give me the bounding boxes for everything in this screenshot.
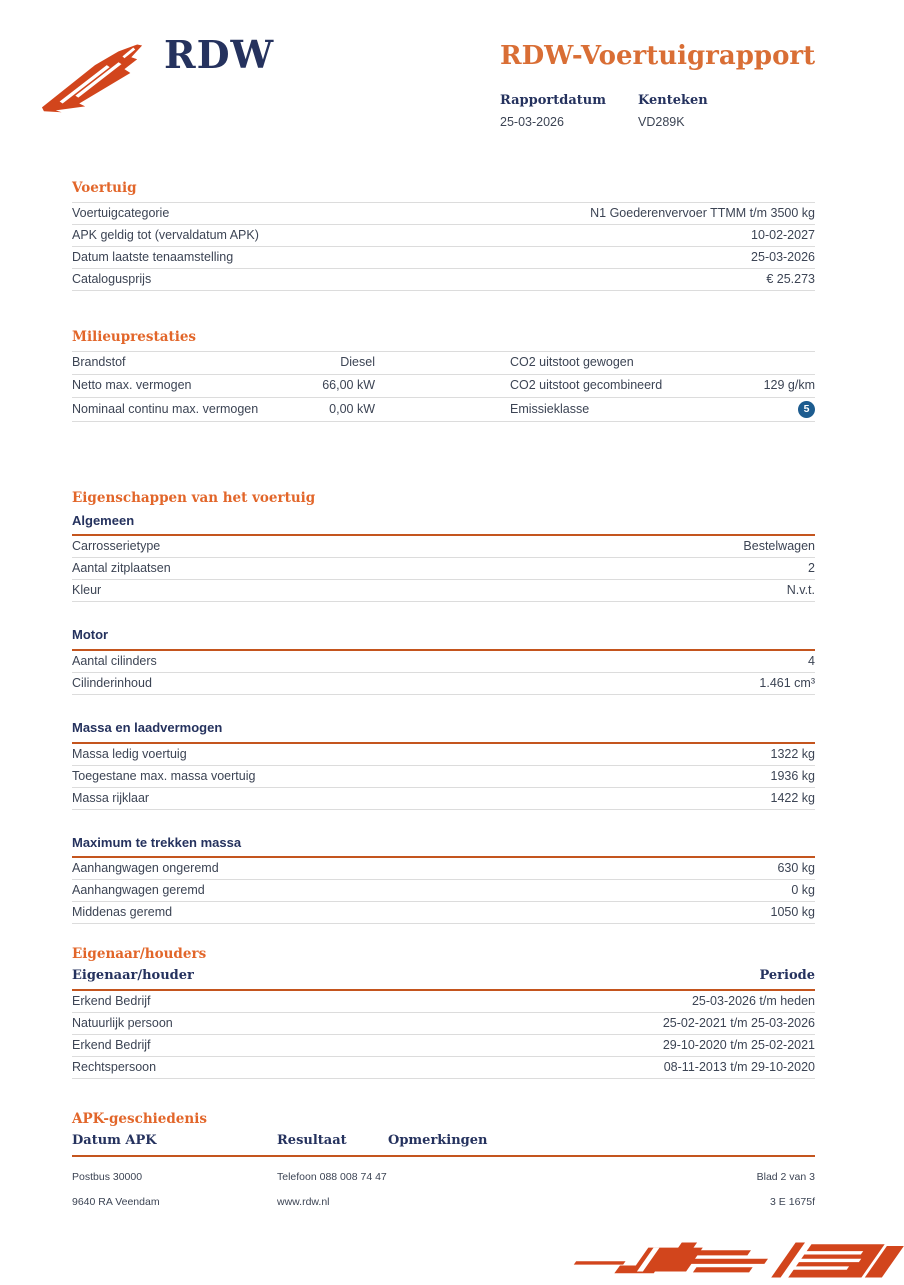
footer-document-code: 3 E 1675f bbox=[770, 1196, 815, 1208]
row-label: Aantal zitplaatsen bbox=[72, 561, 171, 576]
owner-cell: Natuurlijk persoon bbox=[72, 1015, 173, 1030]
report-date-label: Rapportdatum bbox=[500, 92, 606, 108]
row-label: Carrosserietype bbox=[72, 539, 161, 554]
row-label: Massa rijklaar bbox=[72, 790, 150, 805]
table-row bbox=[72, 766, 815, 788]
row-value: 2 bbox=[808, 561, 815, 576]
column-header-date: Datum APK bbox=[72, 1132, 157, 1148]
table-row bbox=[72, 536, 815, 558]
row-label: Middenas geremd bbox=[72, 905, 173, 920]
report-date-value: 25-03-2026 bbox=[500, 114, 564, 129]
row-value: N1 Goederenvervoer TTMM t/m 3500 kg bbox=[590, 205, 815, 220]
table-row bbox=[72, 558, 815, 580]
row-value: 0 kg bbox=[791, 883, 815, 898]
row-label: Nominaal continu max. vermogen bbox=[72, 401, 259, 416]
row-label: Aanhangwagen ongeremd bbox=[72, 861, 219, 876]
footer-website: www.rdw.nl bbox=[277, 1196, 330, 1208]
table-row bbox=[72, 225, 815, 247]
section-milieuprestaties bbox=[72, 330, 815, 422]
subsection-motor bbox=[72, 624, 815, 695]
subsection-title: Algemeen bbox=[72, 510, 815, 537]
emission-class-badge: 5 bbox=[798, 401, 815, 418]
speed-lines-graphic-icon bbox=[538, 1240, 904, 1285]
section-eigenaar-houders bbox=[72, 947, 815, 1079]
table-row bbox=[72, 580, 815, 602]
column-header-owner: Eigenaar/houder bbox=[72, 967, 194, 983]
table-row bbox=[72, 1057, 815, 1079]
row-value: 129 g/km bbox=[763, 378, 815, 393]
subsection-massa bbox=[72, 717, 815, 810]
section-eigenschappen bbox=[72, 491, 815, 946]
section-heading: Eigenaar/houders bbox=[72, 946, 207, 962]
row-value: 10-02-2027 bbox=[751, 227, 815, 242]
footer-address-line2: 9640 RA Veendam bbox=[72, 1196, 160, 1208]
row-value: 1322 kg bbox=[770, 746, 815, 761]
row-value: 4 bbox=[808, 654, 815, 669]
table-row bbox=[72, 398, 815, 422]
period-cell: 29-10-2020 t/m 25-02-2021 bbox=[662, 1037, 815, 1052]
period-cell: 08-11-2013 t/m 29-10-2020 bbox=[663, 1059, 815, 1074]
section-heading: Voertuig bbox=[72, 180, 137, 196]
row-value: 66,00 kW bbox=[322, 378, 375, 393]
row-value: 0,00 kW bbox=[329, 401, 375, 416]
row-label: Netto max. vermogen bbox=[72, 378, 192, 393]
row-value: 1422 kg bbox=[770, 790, 815, 805]
row-label: Emissieklasse bbox=[510, 401, 590, 416]
row-value: € 25.273 bbox=[766, 271, 815, 286]
report-header bbox=[500, 42, 818, 129]
row-value: N.v.t. bbox=[786, 583, 815, 598]
footer-phone: Telefoon 088 008 74 47 bbox=[277, 1171, 387, 1183]
row-label: Voertuigcategorie bbox=[72, 205, 170, 220]
table-row bbox=[72, 1013, 815, 1035]
section-heading: APK-geschiedenis bbox=[72, 1111, 207, 1127]
row-label: CO2 uitstoot gecombineerd bbox=[510, 378, 663, 393]
table-row bbox=[72, 858, 815, 880]
table-row bbox=[72, 651, 815, 673]
table-row bbox=[72, 269, 815, 291]
section-apk-geschiedenis bbox=[72, 1112, 815, 1157]
table-row bbox=[72, 375, 815, 398]
table-row bbox=[72, 991, 815, 1013]
period-cell: 25-03-2026 t/m heden bbox=[691, 993, 815, 1008]
section-heading: Milieuprestaties bbox=[72, 329, 197, 345]
row-label: Kleur bbox=[72, 583, 102, 598]
page-title: RDW-Voertuigrapport bbox=[500, 41, 816, 71]
row-value: 630 kg bbox=[777, 861, 815, 876]
owner-cell: Rechtspersoon bbox=[72, 1059, 157, 1074]
footer-address-line1: Postbus 30000 bbox=[72, 1171, 143, 1183]
table-row bbox=[72, 673, 815, 695]
row-label: Toegestane max. massa voertuig bbox=[72, 768, 256, 783]
row-label: Catalogusprijs bbox=[72, 271, 152, 286]
table-row bbox=[72, 788, 815, 810]
table-row bbox=[72, 352, 815, 375]
row-value: 1050 kg bbox=[770, 905, 815, 920]
table-row bbox=[72, 880, 815, 902]
row-value: 25-03-2026 bbox=[751, 249, 815, 264]
row-label: Cilinderinhoud bbox=[72, 676, 152, 691]
table-row bbox=[72, 744, 815, 766]
row-value: Diesel bbox=[340, 355, 375, 370]
table-row bbox=[72, 247, 815, 269]
subsection-trekken-massa bbox=[72, 832, 815, 925]
table-row bbox=[72, 203, 815, 225]
apk-table-header bbox=[72, 1131, 815, 1157]
row-label: APK geldig tot (vervaldatum APK) bbox=[72, 227, 259, 242]
rdw-logo-text: RDW bbox=[164, 32, 275, 77]
owner-cell: Erkend Bedrijf bbox=[72, 993, 151, 1008]
row-value bbox=[712, 401, 815, 418]
subsection-title: Massa en laadvermogen bbox=[72, 717, 815, 744]
row-label: Brandstof bbox=[72, 355, 126, 370]
row-label: Datum laatste tenaamstelling bbox=[72, 249, 234, 264]
row-label: Aanhangwagen geremd bbox=[72, 883, 205, 898]
section-voertuig bbox=[72, 181, 815, 291]
row-label: Massa ledig voertuig bbox=[72, 746, 187, 761]
rdw-brand bbox=[40, 34, 274, 114]
column-header-period: Periode bbox=[759, 967, 815, 983]
plate-label: Kenteken bbox=[638, 92, 708, 108]
rdw-feather-logo-icon bbox=[40, 34, 148, 114]
footer-page-number: Blad 2 van 3 bbox=[756, 1171, 815, 1183]
column-header-remarks: Opmerkingen bbox=[388, 1132, 488, 1148]
subsection-title: Maximum te trekken massa bbox=[72, 832, 815, 859]
subsection-algemeen bbox=[72, 510, 815, 603]
plate-value: VD289K bbox=[638, 114, 685, 129]
row-value: 1.461 cm³ bbox=[759, 676, 815, 691]
section-heading: Eigenschappen van het voertuig bbox=[72, 490, 316, 506]
table-row bbox=[72, 1035, 815, 1057]
page-footer bbox=[72, 1171, 815, 1221]
row-label: CO2 uitstoot gewogen bbox=[510, 355, 634, 370]
owner-cell: Erkend Bedrijf bbox=[72, 1037, 151, 1052]
column-header-result: Resultaat bbox=[277, 1132, 347, 1148]
subsection-title: Motor bbox=[72, 624, 815, 651]
row-value: Bestelwagen bbox=[743, 539, 815, 554]
table-row bbox=[72, 902, 815, 924]
period-cell: 25-02-2021 t/m 25-03-2026 bbox=[662, 1015, 815, 1030]
owner-table-header bbox=[72, 966, 815, 991]
row-label: Aantal cilinders bbox=[72, 654, 157, 669]
row-value: 1936 kg bbox=[770, 768, 815, 783]
